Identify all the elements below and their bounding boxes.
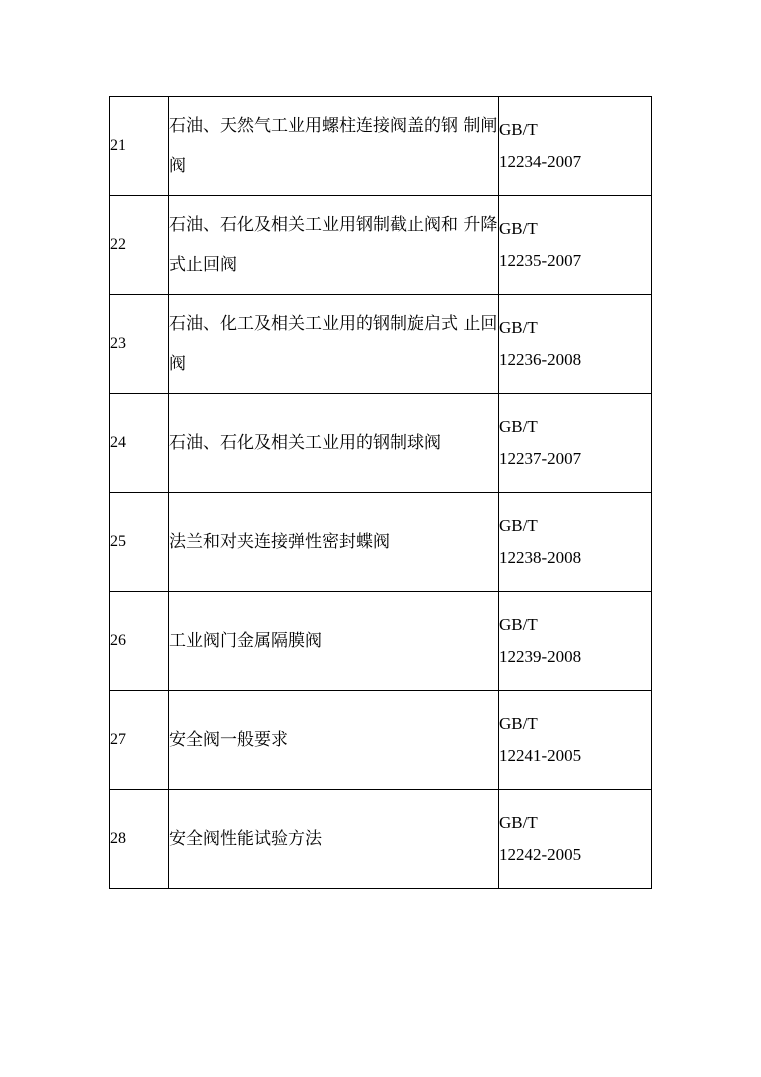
row-number: 23 bbox=[110, 295, 169, 394]
standard-code-prefix: GB/T bbox=[499, 219, 538, 238]
table-row bbox=[110, 691, 652, 790]
standard-code-prefix: GB/T bbox=[499, 813, 538, 832]
standard-name bbox=[169, 295, 499, 394]
standard-code-number: 12239-2008 bbox=[499, 647, 582, 666]
standard-code bbox=[499, 97, 652, 196]
standard-code-number: 12235-2007 bbox=[499, 251, 582, 270]
row-number: 24 bbox=[110, 394, 169, 493]
standard-code-number: 12236-2008 bbox=[499, 350, 582, 369]
standard-code-number: 12242-2005 bbox=[499, 845, 582, 864]
standard-name bbox=[169, 97, 499, 196]
table-row bbox=[110, 295, 652, 394]
row-number: 25 bbox=[110, 493, 169, 592]
row-number: 27 bbox=[110, 691, 169, 790]
standard-name-text: 石油、天然气工业用螺柱连接阀盖的钢 制闸阀 bbox=[169, 116, 498, 176]
standard-code bbox=[499, 592, 652, 691]
standard-name bbox=[169, 196, 499, 295]
row-number: 22 bbox=[110, 196, 169, 295]
standard-code-number: 12237-2007 bbox=[499, 449, 582, 468]
standard-code-prefix: GB/T bbox=[499, 714, 538, 733]
table-row bbox=[110, 196, 652, 295]
table-row bbox=[110, 97, 652, 196]
table-row bbox=[110, 394, 652, 493]
standard-name-text: 安全阀一般要求 bbox=[169, 730, 288, 750]
standards-table bbox=[109, 96, 652, 889]
standard-code bbox=[499, 196, 652, 295]
table-row bbox=[110, 790, 652, 889]
standard-code bbox=[499, 394, 652, 493]
row-number: 28 bbox=[110, 790, 169, 889]
standard-code-number: 12241-2005 bbox=[499, 746, 582, 765]
row-number: 21 bbox=[110, 97, 169, 196]
standard-code bbox=[499, 295, 652, 394]
standard-name bbox=[169, 493, 499, 592]
standard-name-text: 安全阀性能试验方法 bbox=[169, 829, 322, 849]
standard-code-number: 12234-2007 bbox=[499, 152, 582, 171]
standard-code-prefix: GB/T bbox=[499, 516, 538, 535]
standard-name-text: 工业阀门金属隔膜阀 bbox=[169, 631, 322, 651]
standard-name bbox=[169, 691, 499, 790]
standard-code-prefix: GB/T bbox=[499, 120, 538, 139]
standard-name bbox=[169, 394, 499, 493]
standard-name-text: 石油、化工及相关工业用的钢制旋启式 止回阀 bbox=[169, 314, 498, 374]
standard-code-number: 12238-2008 bbox=[499, 548, 582, 567]
standard-code-prefix: GB/T bbox=[499, 417, 538, 436]
standard-name bbox=[169, 790, 499, 889]
standard-code-prefix: GB/T bbox=[499, 615, 538, 634]
standard-name bbox=[169, 592, 499, 691]
standard-name-text: 石油、石化及相关工业用的钢制球阀 bbox=[169, 433, 441, 453]
standard-code bbox=[499, 790, 652, 889]
standard-code bbox=[499, 493, 652, 592]
table-row bbox=[110, 592, 652, 691]
standard-code bbox=[499, 691, 652, 790]
standard-name-text: 法兰和对夹连接弹性密封蝶阀 bbox=[169, 532, 390, 552]
table-row bbox=[110, 493, 652, 592]
row-number: 26 bbox=[110, 592, 169, 691]
standard-name-text: 石油、石化及相关工业用钢制截止阀和 升降式止回阀 bbox=[169, 215, 498, 275]
standard-code-prefix: GB/T bbox=[499, 318, 538, 337]
